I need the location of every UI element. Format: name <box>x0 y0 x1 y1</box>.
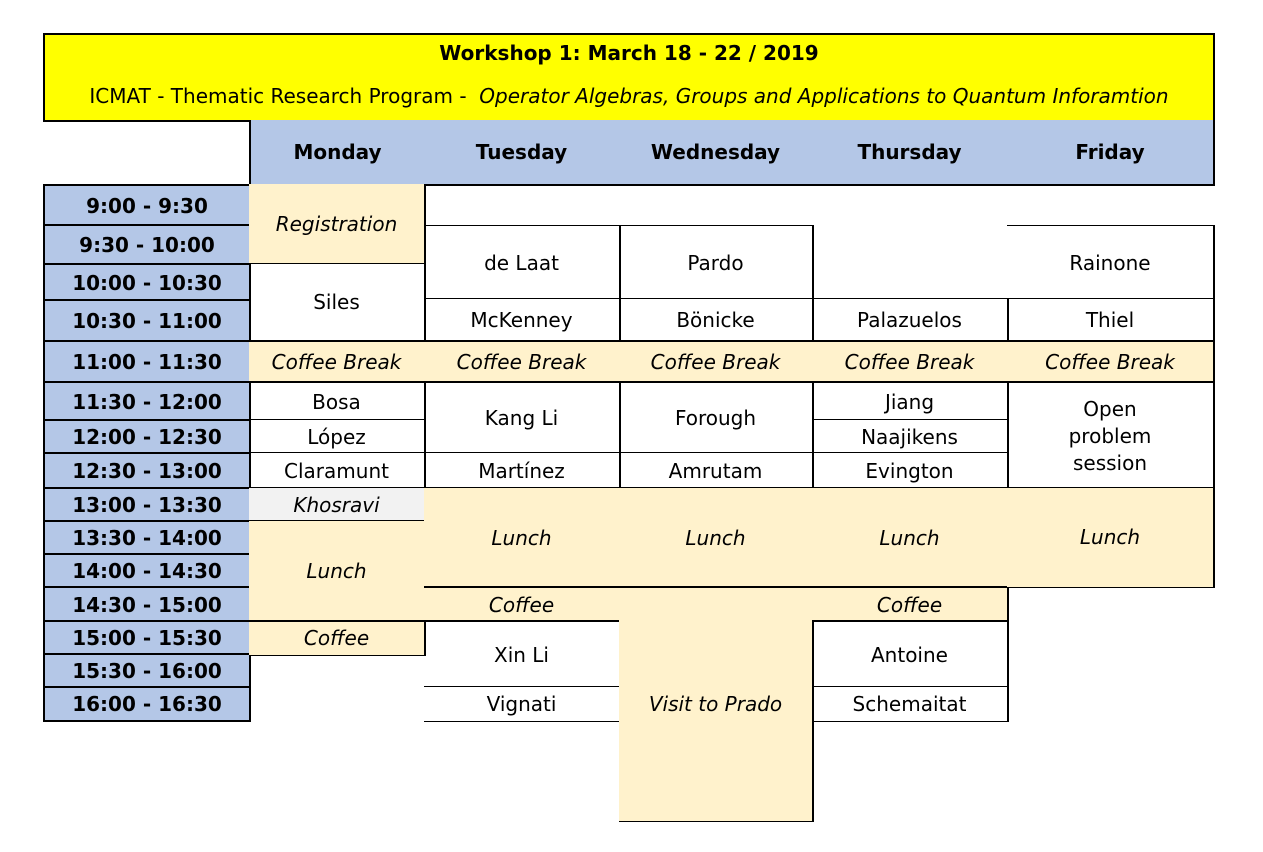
tuesday-talk-vignati: Vignati <box>424 686 621 722</box>
time-slot: 9:00 - 9:30 <box>43 184 251 226</box>
wednesday-talk-bonicke: Bönicke <box>619 298 814 342</box>
tuesday-coffee: Coffee <box>424 586 621 622</box>
thursday-lunch: Lunch <box>812 487 1009 588</box>
tuesday-lunch: Lunch <box>424 487 621 588</box>
monday-coffee: Coffee <box>249 620 426 656</box>
friday-coffee-break: Coffee Break <box>1007 340 1215 383</box>
monday-talk-siles: Siles <box>249 263 426 341</box>
time-slot: 11:30 - 12:00 <box>43 381 251 421</box>
day-header-friday: Friday <box>1007 120 1215 186</box>
time-slot: 12:30 - 13:00 <box>43 452 251 489</box>
friday-talk-thiel: Thiel <box>1007 298 1215 342</box>
wednesday-talk-forough: Forough <box>619 381 814 454</box>
tuesday-talk-de-laat: de Laat <box>424 225 621 300</box>
thursday-talk-jiang: Jiang <box>812 381 1009 421</box>
program-prefix: ICMAT - Thematic Research Program - <box>89 83 467 108</box>
day-header-monday: Monday <box>249 120 426 186</box>
program-name: Operator Algebras, Groups and Applications to Quantum Inforamtion <box>479 83 1169 108</box>
time-slot: 10:30 - 11:00 <box>43 299 251 342</box>
time-slot: 15:30 - 16:00 <box>43 653 251 688</box>
tuesday-talk-mckenney: McKenney <box>424 298 621 342</box>
thursday-coffee-break: Coffee Break <box>812 340 1009 383</box>
time-slot: 14:00 - 14:30 <box>43 553 251 588</box>
time-slot: 15:00 - 15:30 <box>43 620 251 655</box>
friday-open-problem-session: Open problem session <box>1007 381 1215 489</box>
monday-talk-bosa: Bosa <box>249 381 426 421</box>
wednesday-coffee-break: Coffee Break <box>619 340 814 383</box>
monday-registration: Registration <box>249 184 426 264</box>
monday-coffee-break: Coffee Break <box>249 340 426 383</box>
monday-talk-lopez: López <box>249 419 426 454</box>
wednesday-talk-pardo: Pardo <box>619 225 814 300</box>
time-slot: 10:00 - 10:30 <box>43 263 251 301</box>
tuesday-talk-martinez: Martínez <box>424 452 621 489</box>
time-slot: 16:00 - 16:30 <box>43 686 251 722</box>
time-slot: 9:30 - 10:00 <box>43 224 251 265</box>
wednesday-visit-to-prado: Visit to Prado <box>619 586 814 822</box>
tuesday-talk-xin-li: Xin Li <box>424 620 621 688</box>
day-header-tuesday: Tuesday <box>424 120 621 186</box>
friday-talk-rainone: Rainone <box>1007 225 1215 300</box>
day-header-wednesday: Wednesday <box>619 120 814 186</box>
day-header-thursday: Thursday <box>812 120 1009 186</box>
tuesday-coffee-break: Coffee Break <box>424 340 621 383</box>
monday-talk-claramunt: Claramunt <box>249 452 426 489</box>
friday-lunch: Lunch <box>1007 487 1215 588</box>
thursday-talk-antoine: Antoine <box>812 620 1009 688</box>
thursday-talk-naajikens: Naajikens <box>812 419 1009 454</box>
time-slot: 12:00 - 12:30 <box>43 419 251 454</box>
thursday-coffee: Coffee <box>812 586 1009 622</box>
wednesday-lunch: Lunch <box>619 487 814 588</box>
time-slot: 13:30 - 14:00 <box>43 520 251 555</box>
program-subtitle <box>43 72 1215 122</box>
time-slot: 11:00 - 11:30 <box>43 340 251 383</box>
time-slot: 14:30 - 15:00 <box>43 586 251 622</box>
tuesday-talk-kang-li: Kang Li <box>424 381 621 454</box>
time-slot: 13:00 - 13:30 <box>43 487 251 522</box>
monday-talk-khosravi: Khosravi <box>249 487 426 522</box>
workshop-title: Workshop 1: March 18 - 22 / 2019 <box>43 33 1215 74</box>
thursday-talk-evington: Evington <box>812 452 1009 489</box>
thursday-talk-palazuelos: Palazuelos <box>812 298 1009 342</box>
wednesday-talk-amrutam: Amrutam <box>619 452 814 489</box>
thursday-talk-schemaitat: Schemaitat <box>812 686 1009 722</box>
monday-lunch: Lunch <box>249 520 426 622</box>
